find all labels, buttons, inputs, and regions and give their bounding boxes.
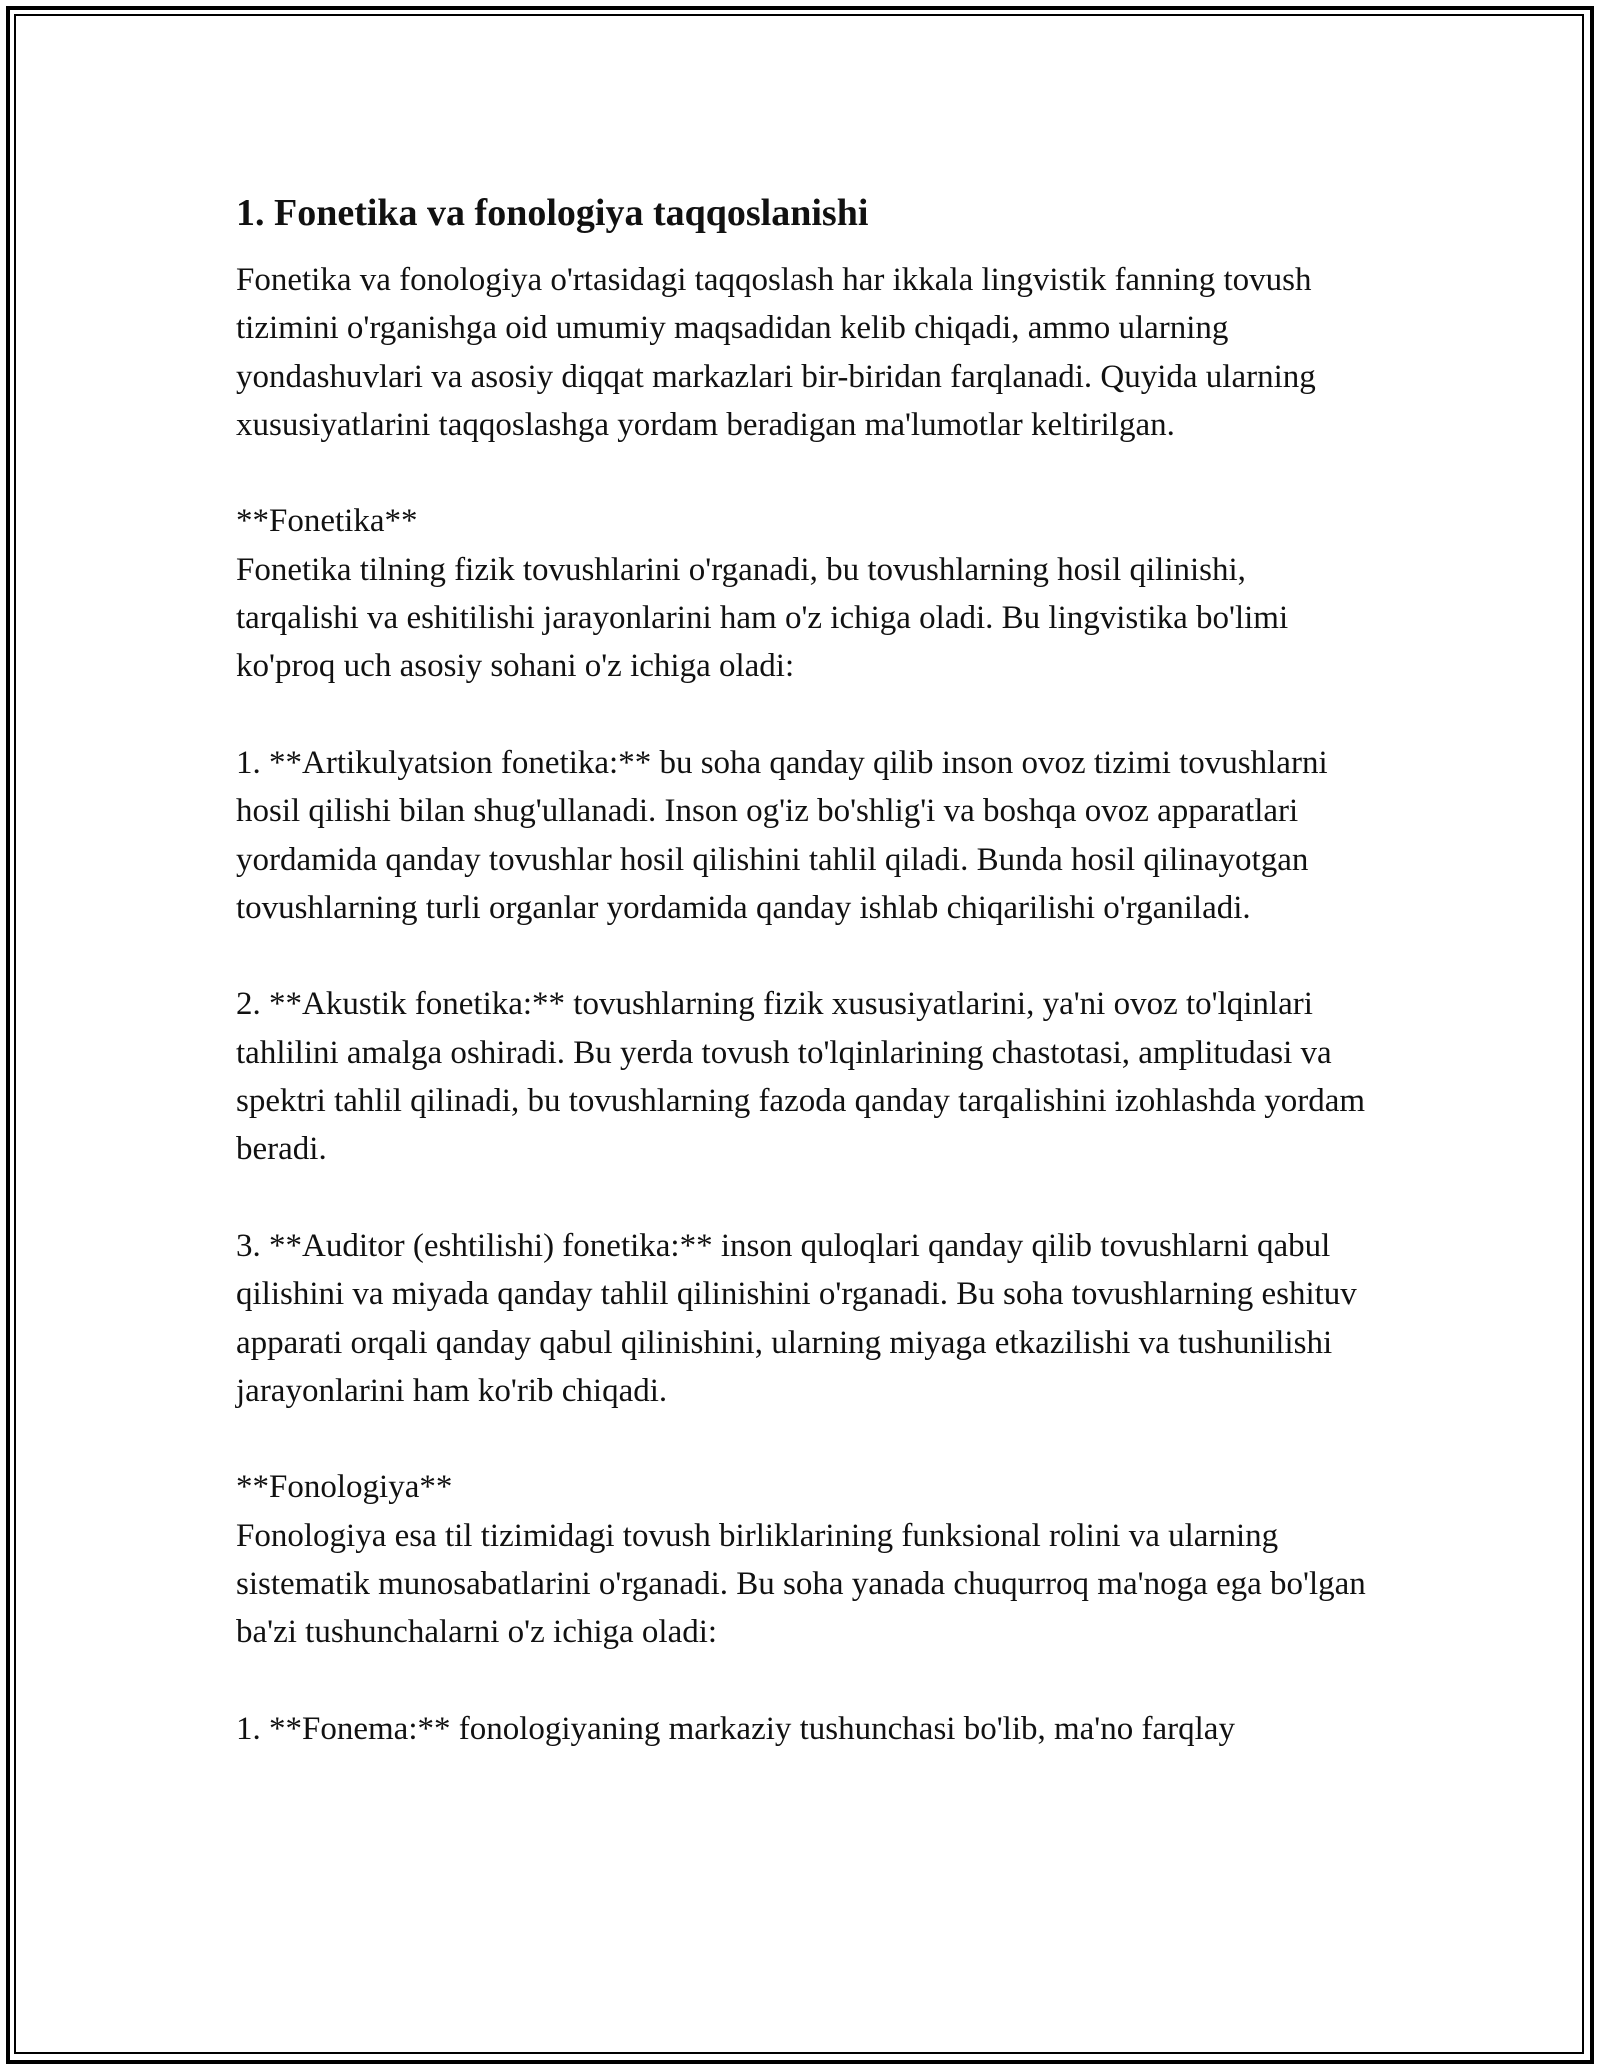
section-heading: 1. Fonetika va fonologiya taqqoslanishi bbox=[236, 192, 869, 234]
document-content bbox=[236, 186, 1376, 1753]
body-text: Fonetika va fonologiya o'rtasidagi taqqoslash har ikkala lingvistik fanning tovush tizimini o'rganishga oid umumiy maqsadidan kelib chiqadi, ammo ularning yondashuvlari va asosiy diqqat markazlari bir-biridan farqlanadi. Quyida ularning xususiyatlarini taqqoslashga yordam beradigan ma'lumotlar keltirilgan. **Fonetika** Fonetika tilning fizik tovushlarini o'rganadi, bu tovushlarning hosil qilinishi, tarqalishi va eshitilishi jarayonlarini ham o'z ichiga oladi. Bu lingvistika bo'limi ko'proq uch asosiy sohani o'z ichiga oladi: 1. **Artikulyatsion fonetika:** bu soha qanday qilib inson ovoz tizimi tovushlarni hosil qilishi bilan shug'ullanadi. Inson og'iz bo'shlig'i va boshqa ovoz apparatlari yordamida qanday tovushlar hosil qilishini tahlil qiladi. Bunda hosil qilinayotgan tovushlarning turli organlar yordamida qanday ishlab chiqarilishi o'rganiladi. 2. **Akustik fonetika:** tovushlarning fizik xususiyatlarini, ya'ni ovoz to'lqinlari tahlilini amalga oshiradi. Bu yerda tovush to'lqinlarining chastotasi, amplitudasi va spektri tahlil qilinadi, bu tovushlarning fazoda qanday tarqalishini izohlashda yordam beradi. 3. **Auditor (eshtilishi) fonetika:** inson quloqlari qanday qilib tovushlarni qabul qilishini va miyada qanday tahlil qilinishini o'rganadi. Bu soha tovushlarning eshituv apparati orqali qanday qabul qilinishini, ularning miyaga etkazilishi va tushunilishi jarayonlarini ham ko'rib chiqadi. **Fonologiya** Fonologiya esa til tizimidagi tovush birliklarining funksional rolini va ularning sistematik munosabatlarini o'rganadi. Bu soha yanada chuqurroq ma'noga ega bo'lgan ba'zi tushunchalarni o'z ichiga oladi: 1. **Fonema:** fonologiyaning markaziy tushunchasi bo'lib, ma'no farqlay bbox=[236, 262, 1366, 1747]
